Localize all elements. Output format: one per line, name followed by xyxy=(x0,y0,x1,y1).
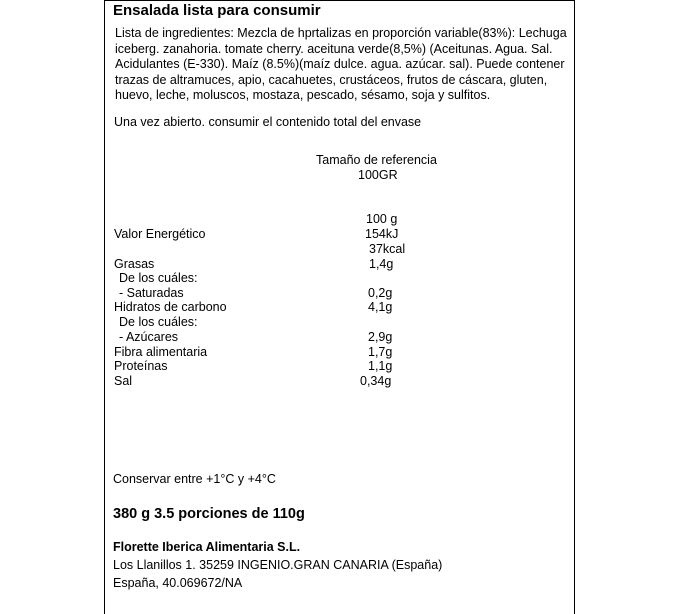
storage-instructions: Conservar entre +1°C y +4°C xyxy=(113,472,276,486)
ingredients-text: Lista de ingredientes: Mezcla de hprtalizas en proporción variable(83%): Lechuga iceberg. zanahoria. tomate cherry. aceituna verde(8,5%) (Aceitunas. Agua. Sal. Acidulantes (E-330). Maíz (8.5%)(maíz dulce. agua. azúcar. sal). Puede contener trazas de altramuces, apio, cacahuetes, crustáceos, frutos de cáscara, gluten, huevo, leche, moluscos, mostaza, pescado, sésamo, soja y sulfitos. xyxy=(115,26,567,102)
energy-kj: 154kJ xyxy=(365,227,399,241)
reference-size-value: 100GR xyxy=(358,168,398,182)
nutrient-sublabel: De los cuáles: xyxy=(119,315,198,329)
usage-note: Una vez abierto. consumir el contenido total del envase xyxy=(114,115,422,129)
nutrient-value: 2,9g xyxy=(368,330,393,344)
nutrient-value: 1,1g xyxy=(368,359,393,373)
nutrient-label: - Saturadas xyxy=(119,286,184,300)
nutrient-value: 4,1g xyxy=(368,300,393,314)
reference-size-label: Tamaño de referencia xyxy=(316,153,437,167)
energy-label: Valor Energético xyxy=(114,227,206,241)
net-weight: 380 g 3.5 porciones de 110g xyxy=(113,506,305,522)
company-location: España, 40.069672/NA xyxy=(113,576,243,590)
nutrient-sublabel: De los cuáles: xyxy=(119,271,198,285)
nutrient-label: Proteínas xyxy=(114,359,168,373)
nutrient-value: 0,34g xyxy=(360,374,392,388)
nutrient-value: 1,7g xyxy=(368,345,393,359)
nutrient-label: Hidratos de carbono xyxy=(114,300,227,314)
nutrient-label: Grasas xyxy=(114,257,155,271)
nutrient-label: Sal xyxy=(114,374,133,388)
product-title: Ensalada lista para consumir xyxy=(113,2,321,19)
energy-kcal: 37kcal xyxy=(369,242,406,256)
nutrient-label: - Azúcares xyxy=(119,330,179,344)
company-name: Florette Iberica Alimentaria S.L. xyxy=(113,540,301,554)
nutrition-column-header: 100 g xyxy=(366,212,398,226)
nutrient-value: 1,4g xyxy=(369,257,394,271)
nutrient-label: Fibra alimentaria xyxy=(114,345,208,359)
company-address: Los Llanillos 1. 35259 INGENIO.GRAN CANARIA (España) xyxy=(113,558,443,572)
nutrient-value: 0,2g xyxy=(368,286,393,300)
